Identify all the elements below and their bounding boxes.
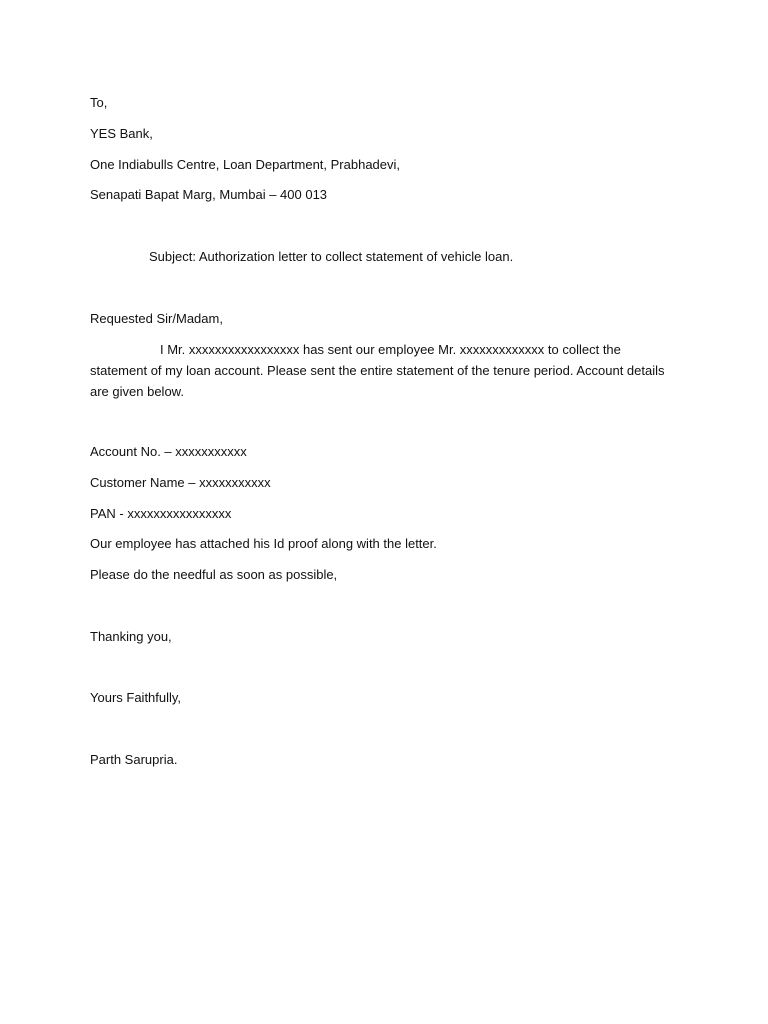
greeting: Requested Sir/Madam, (90, 311, 223, 326)
signatory-name: Parth Sarupria. (90, 752, 178, 767)
account-number: Account No. – xxxxxxxxxxx (90, 444, 247, 459)
recipient-name: YES Bank, (90, 126, 153, 141)
id-proof-note: Our employee has attached his Id proof along with the letter. (90, 536, 437, 551)
body-paragraph (90, 339, 680, 402)
address-line-2: Senapati Bapat Marg, Mumbai – 400 013 (90, 187, 328, 202)
request-line: Please do the needful as soon as possible, (90, 567, 338, 582)
address-line-1: One Indiabulls Centre, Loan Department, Prabhadevi, (90, 157, 401, 172)
customer-name: Customer Name – xxxxxxxxxxx (90, 475, 271, 490)
closing-line: Yours Faithfully, (90, 690, 182, 705)
thanks-line: Thanking you, (90, 629, 172, 644)
pan-number: PAN - xxxxxxxxxxxxxxxx (90, 506, 232, 521)
body-paragraph-text: I Mr. xxxxxxxxxxxxxxxxx has sent our employee Mr. xxxxxxxxxxxxx to collect the statement of my loan account. Please sent the entire statement of the tenure period. Account details are given below. (90, 342, 665, 399)
to-line: To, (90, 95, 108, 110)
subject-line: Subject: Authorization letter to collect statement of vehicle loan. (149, 249, 514, 264)
